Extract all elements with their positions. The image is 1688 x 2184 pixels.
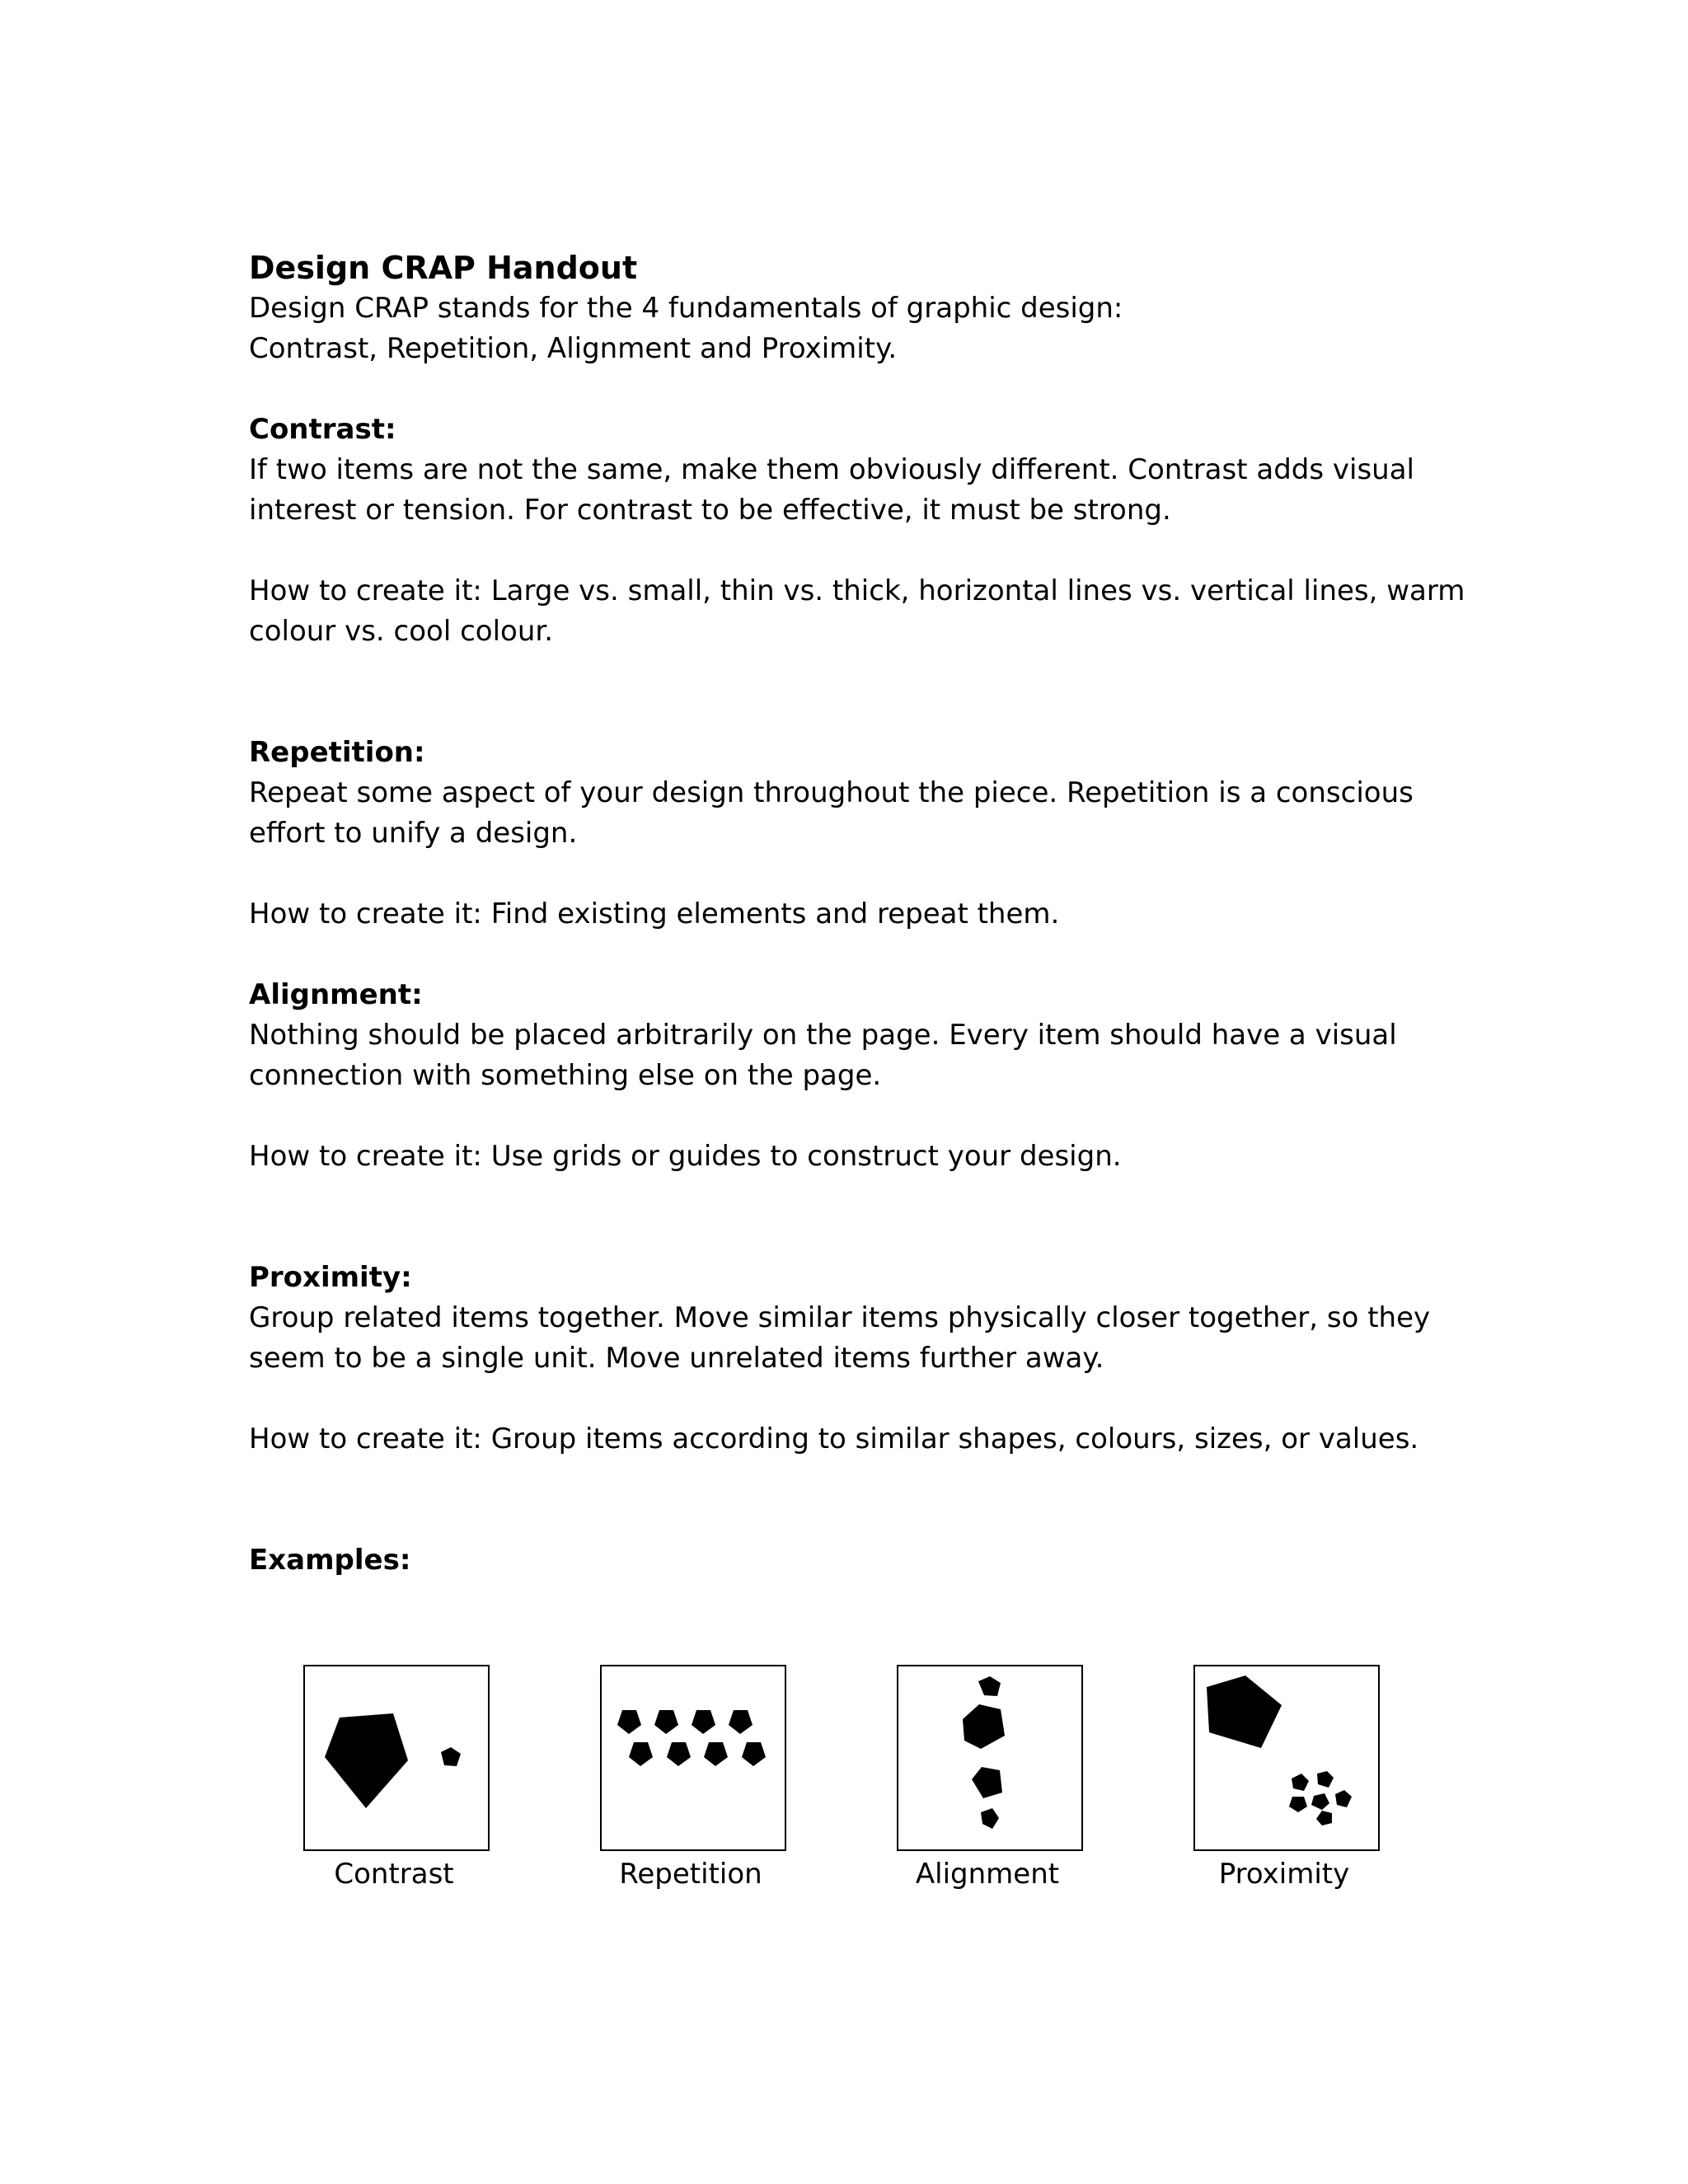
intro-line-2: Contrast, Repetition, Alignment and Proximity. — [249, 332, 898, 365]
alignment-body-line-2: connection with something else on the page. — [249, 1059, 882, 1092]
pentagon-lower — [972, 1767, 1002, 1798]
proximity-how-line-1: How to create it: Group items according to similar shapes, colours, sizes, or values. — [249, 1422, 1419, 1455]
pentagon-row1-2 — [654, 1710, 678, 1734]
examples-row — [0, 1665, 1688, 1896]
pentagon-top — [978, 1676, 1001, 1696]
pentagon-row1-4 — [729, 1710, 753, 1734]
cluster-pentagon-1 — [1292, 1774, 1309, 1791]
pentagon-proximity-icon — [1195, 1666, 1378, 1849]
pentagon-alignment-icon — [898, 1666, 1081, 1849]
pentagon-row2-4 — [742, 1742, 766, 1766]
pentagon-contrast-icon — [305, 1666, 488, 1849]
intro-line-1: Design CRAP stands for the 4 fundamentals of graphic design: — [249, 292, 1123, 325]
pentagon-row2-2 — [667, 1742, 691, 1766]
pentagon-row1-1 — [617, 1710, 641, 1734]
aligned-pentagons — [963, 1676, 1005, 1829]
pentagon-repetition-icon — [602, 1666, 785, 1849]
example-contrast-caption: Contrast — [334, 1858, 454, 1891]
proximity-body-line-1: Group related items together. Move similar items physically closer together, so they — [249, 1301, 1431, 1334]
alignment-body-line-1: Nothing should be placed arbitrarily on the page. Every item should have a visual — [249, 1019, 1397, 1052]
pentagon-row2-3 — [704, 1742, 728, 1766]
proximity-heading: Proximity: — [249, 1261, 412, 1294]
alignment-heading: Alignment: — [249, 978, 423, 1011]
contrast-how-line-1: How to create it: Large vs. small, thin vs. thick, horizontal lines vs. vertical lines, warm — [249, 574, 1465, 607]
contrast-body-line-1: If two items are not the same, make them obviously different. Contrast adds visual — [249, 453, 1414, 486]
pentagon-bottom — [981, 1808, 999, 1829]
cluster-pentagon-3 — [1289, 1797, 1307, 1812]
alignment-how-line-1: How to create it: Use grids or guides to construct your design. — [249, 1140, 1122, 1173]
clustered-pentagons — [1289, 1771, 1352, 1825]
cluster-pentagon-6 — [1316, 1811, 1332, 1825]
handout-content — [249, 247, 1485, 1581]
example-contrast-box — [303, 1665, 490, 1851]
contrast-how-line-2: colour vs. cool colour. — [249, 615, 554, 648]
example-alignment-caption: Alignment — [915, 1858, 1060, 1891]
small-pentagon — [441, 1747, 461, 1766]
repetition-how-line-1: How to create it: Find existing elements and repeat them. — [249, 898, 1060, 930]
cluster-pentagon-2 — [1317, 1771, 1334, 1788]
cluster-pentagon-5 — [1335, 1790, 1352, 1807]
example-repetition-caption: Repetition — [619, 1858, 762, 1891]
repetition-body-line-2: effort to unify a design. — [249, 817, 578, 850]
example-proximity-box — [1193, 1665, 1380, 1851]
pentagon-upper-large — [963, 1704, 1005, 1749]
cluster-pentagon-4 — [1311, 1793, 1329, 1810]
example-proximity-caption: Proximity — [1218, 1858, 1350, 1891]
large-pentagon — [325, 1713, 408, 1808]
page-title: Design CRAP Handout — [249, 250, 638, 286]
proximity-body-line-2: seem to be a single unit. Move unrelated items further away. — [249, 1342, 1104, 1375]
examples-heading: Examples: — [249, 1544, 411, 1577]
contrast-body-line-2: interest or tension. For contrast to be effective, it must be strong. — [249, 494, 1171, 527]
contrast-heading: Contrast: — [249, 413, 396, 446]
pentagon-row1-3 — [692, 1710, 715, 1734]
large-pentagon — [1207, 1675, 1282, 1748]
example-alignment-box — [897, 1665, 1083, 1851]
pentagon-row2-1 — [629, 1742, 653, 1766]
repeated-pentagons — [617, 1710, 766, 1766]
example-repetition-box — [600, 1665, 786, 1851]
repetition-body-line-1: Repeat some aspect of your design throughout the piece. Repetition is a conscious — [249, 776, 1414, 809]
repetition-heading: Repetition: — [249, 736, 425, 769]
